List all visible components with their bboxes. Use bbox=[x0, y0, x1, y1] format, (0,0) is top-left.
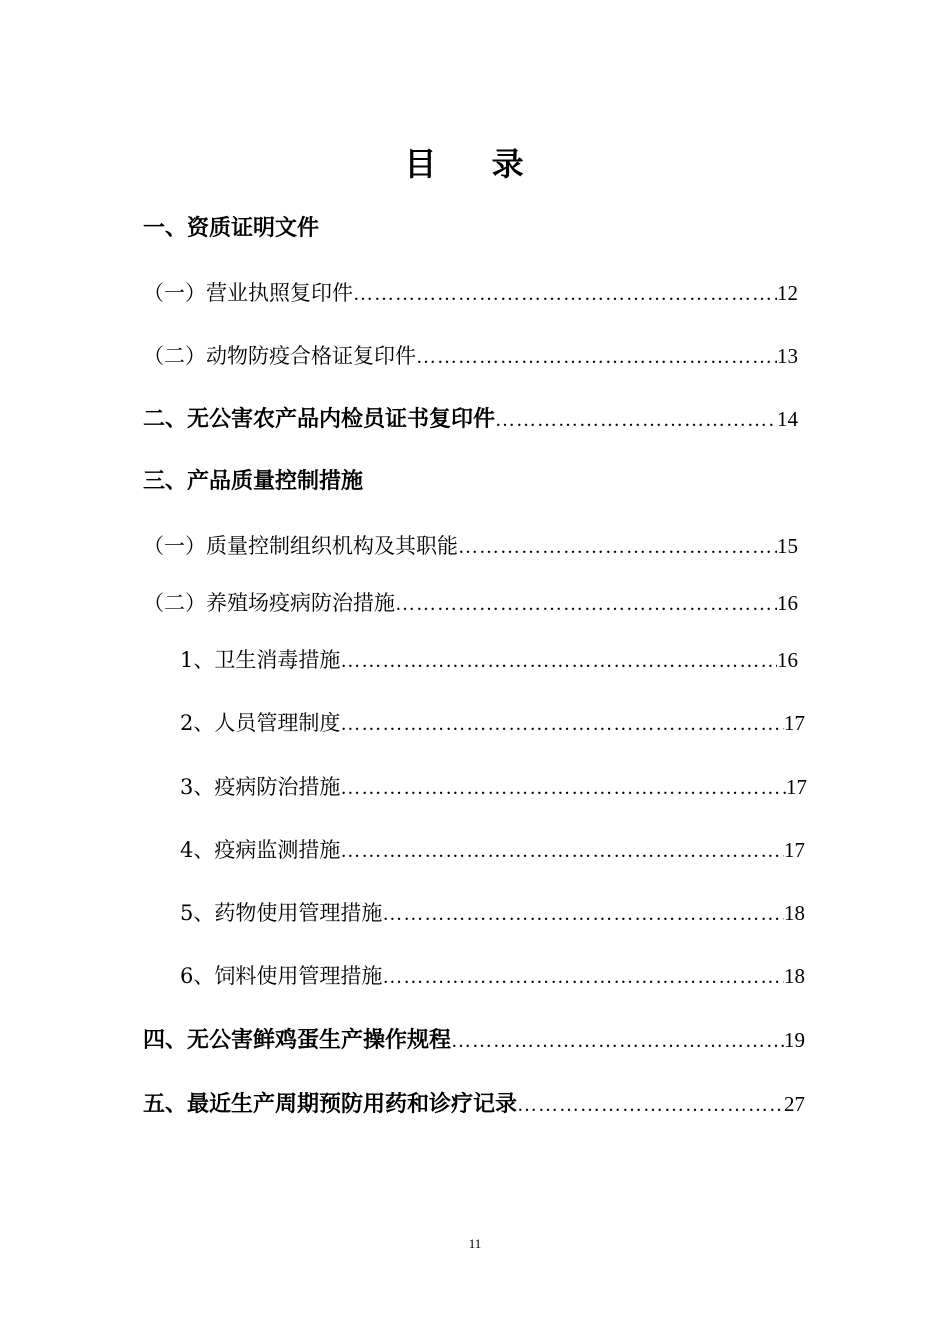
toc-page-number: 15 bbox=[777, 534, 798, 558]
toc-entry-label: 三、产品质量控制措施 bbox=[143, 469, 364, 494]
dot-leader bbox=[416, 340, 777, 374]
toc-entry bbox=[143, 339, 798, 373]
toc-entry bbox=[180, 706, 805, 740]
dot-leader bbox=[382, 960, 784, 994]
toc-section-heading bbox=[143, 212, 319, 246]
toc-entry-label: 一、资质证明文件 bbox=[143, 216, 320, 241]
toc-entry-label: （一）营业执照复印件 bbox=[143, 281, 353, 305]
dot-leader bbox=[340, 771, 786, 805]
dot-leader bbox=[340, 707, 784, 741]
toc-entry-label: 1、卫生消毒措施 bbox=[180, 648, 341, 672]
dot-leader bbox=[340, 834, 784, 868]
toc-page-number: 17 bbox=[784, 711, 805, 735]
toc-entry-label: 五、最近生产周期预防用药和诊疗记录 bbox=[143, 1092, 518, 1117]
toc-entry-label: 5、药物使用管理措施 bbox=[180, 901, 383, 925]
toc-entry-label: 2、人员管理制度 bbox=[180, 711, 341, 735]
toc-entry bbox=[180, 643, 798, 677]
dot-leader bbox=[451, 1024, 784, 1058]
toc-entry bbox=[180, 833, 805, 867]
toc-entry bbox=[180, 959, 805, 993]
toc-entry-label: 4、疫病监测措施 bbox=[180, 838, 341, 862]
toc-section-heading bbox=[143, 1023, 805, 1057]
toc-page-number: 16 bbox=[777, 648, 798, 672]
toc-page-number: 14 bbox=[777, 407, 798, 431]
toc-entry bbox=[143, 529, 798, 563]
dot-leader bbox=[340, 644, 777, 678]
toc-page-number: 19 bbox=[784, 1028, 805, 1052]
toc-entry bbox=[143, 586, 798, 620]
toc-entry-label: 3、疫病防治措施 bbox=[180, 775, 341, 799]
dot-leader bbox=[495, 403, 777, 437]
toc-page-number: 17 bbox=[786, 775, 807, 799]
dot-leader bbox=[517, 1088, 784, 1122]
toc-page-number: 13 bbox=[777, 344, 798, 368]
toc-section-heading bbox=[143, 402, 798, 436]
toc-entry-label: 四、无公害鲜鸡蛋生产操作规程 bbox=[143, 1028, 452, 1053]
toc-page-number: 18 bbox=[784, 964, 805, 988]
toc-page-number: 16 bbox=[777, 591, 798, 615]
dot-leader bbox=[395, 587, 777, 621]
toc-entry-label: （二）动物防疫合格证复印件 bbox=[143, 344, 416, 368]
toc-entry-label: （一）质量控制组织机构及其职能 bbox=[143, 534, 458, 558]
toc-entry-label: 6、饲料使用管理措施 bbox=[180, 964, 383, 988]
page-number: 11 bbox=[468, 1236, 482, 1251]
toc-entry bbox=[180, 896, 805, 930]
toc-section-heading bbox=[143, 1087, 805, 1121]
toc-page-number: 18 bbox=[784, 901, 805, 925]
toc-entry-label: （二）养殖场疫病防治措施 bbox=[143, 591, 395, 615]
toc-section-heading bbox=[143, 465, 363, 499]
dot-leader bbox=[458, 530, 777, 564]
toc-entry bbox=[180, 770, 807, 804]
toc-page-number: 12 bbox=[777, 281, 798, 305]
toc-entry-label: 二、无公害农产品内检员证书复印件 bbox=[143, 407, 496, 432]
toc-page-number: 17 bbox=[784, 838, 805, 862]
dot-leader bbox=[382, 897, 784, 931]
toc-entry bbox=[143, 276, 798, 310]
dot-leader bbox=[353, 277, 777, 311]
page-title: 目 录 bbox=[404, 145, 546, 183]
toc-page-number: 27 bbox=[784, 1092, 805, 1116]
